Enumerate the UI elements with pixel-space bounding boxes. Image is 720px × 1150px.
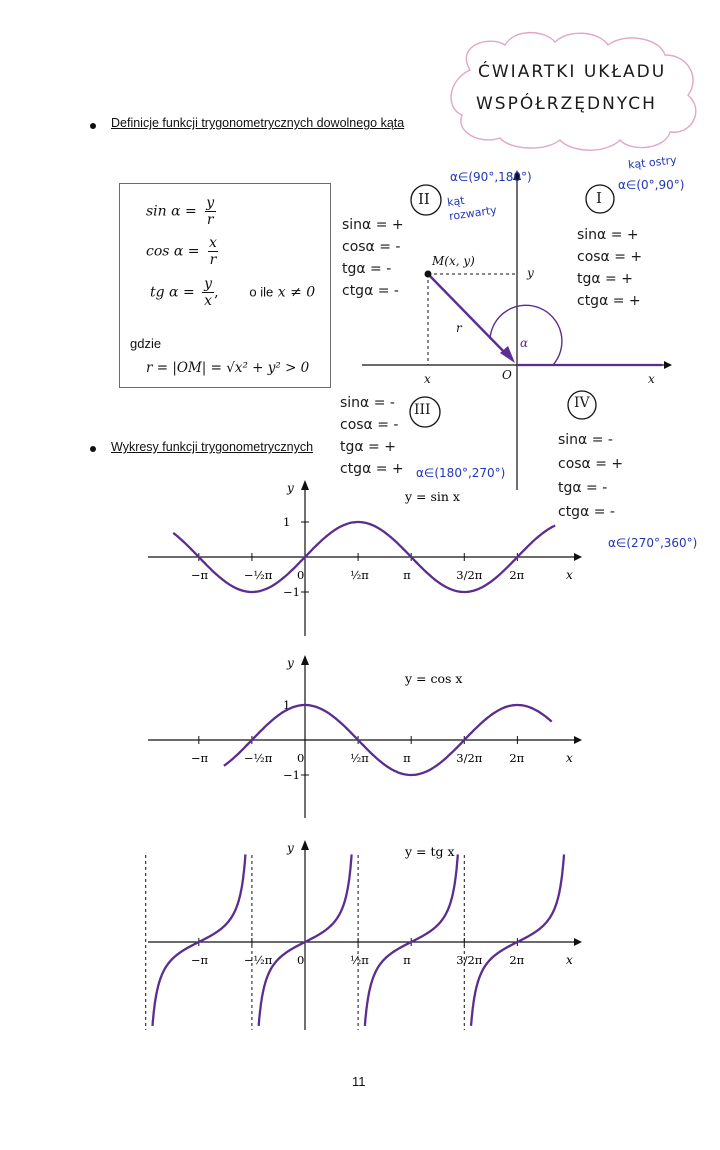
tan-x-tick-label: 3/2π bbox=[456, 953, 483, 967]
sin-x-tick-label: 3/2π bbox=[456, 568, 483, 582]
q4-sign-ctg: ctgα = - bbox=[558, 504, 615, 520]
sin-ylabel: y bbox=[287, 481, 294, 495]
quadrant-i-note-top: kąt ostry bbox=[627, 153, 678, 172]
diagram-x-projection-label: x bbox=[424, 372, 431, 386]
quadrant-iii-numeral: III bbox=[414, 402, 431, 418]
tg-condition-text: o ile bbox=[249, 284, 274, 300]
tg-condition-math: x ≠ 0 bbox=[277, 284, 316, 301]
sin-x-tick-label: −½π bbox=[243, 568, 273, 582]
sin-numerator: y bbox=[206, 195, 215, 211]
diagram-y-projection-label: y bbox=[527, 266, 534, 280]
tan-y-arrow bbox=[301, 840, 309, 850]
tan-x-tick-label: 0 bbox=[297, 953, 305, 967]
cos-numerator: x bbox=[209, 235, 217, 251]
tan-x-tick-label: −π bbox=[190, 953, 209, 967]
quadrant-iv-numeral: IV bbox=[574, 395, 590, 411]
q4-sign-cos: cosα = + bbox=[558, 456, 624, 472]
sin-y-tick-label: −1 bbox=[283, 585, 300, 599]
tan-x-tick-label: π bbox=[403, 953, 411, 967]
tan-x-tick-label: 2π bbox=[509, 953, 525, 967]
q4-sign-sin: sinα = - bbox=[558, 432, 613, 448]
sin-denominator: r bbox=[206, 212, 214, 228]
q3-sign-sin: sinα = - bbox=[340, 395, 395, 411]
section-definitions-heading: Definicje funkcji trygonometrycznych dowolnego kąta bbox=[111, 116, 405, 130]
q1-sign-sin: sinα = + bbox=[577, 227, 639, 243]
where-label: gdzie bbox=[130, 336, 162, 351]
sin-x-tick-label: −π bbox=[190, 568, 209, 582]
cloud-note-line2: WSPÓŁRZĘDNYCH bbox=[476, 94, 657, 114]
q3-sign-cos: cosα = - bbox=[340, 417, 399, 433]
cos-x-tick-label: ½π bbox=[350, 751, 369, 765]
diagram-origin-label: O bbox=[502, 368, 512, 382]
sin-y-tick-label: 1 bbox=[283, 515, 291, 529]
q2-sign-ctg: ctgα = - bbox=[342, 283, 399, 299]
tan-x-tick-label: −½π bbox=[243, 953, 273, 967]
sin-x-tick-label: 0 bbox=[297, 568, 305, 582]
quadrant-ii-numeral: II bbox=[418, 190, 430, 208]
q2-sign-cos: cosα = - bbox=[342, 239, 401, 255]
sin-title: y = sin x bbox=[405, 489, 460, 504]
page-number: 11 bbox=[352, 1074, 366, 1089]
q1-sign-ctg: ctgα = + bbox=[577, 293, 641, 309]
tan-xlabel: x bbox=[566, 953, 573, 967]
cos-denominator: r bbox=[209, 252, 217, 268]
quadrant-iii-range: α∈(180°,270°) bbox=[416, 466, 506, 480]
sin-x-tick-label: π bbox=[403, 568, 411, 582]
sin-xlabel: x bbox=[566, 568, 573, 582]
q3-sign-ctg: ctgα = + bbox=[340, 461, 404, 477]
tan-x-arrow bbox=[574, 938, 582, 946]
diagram-x-axis-label: x bbox=[648, 372, 655, 386]
quadrant-ii-range: α∈(90°,180°) bbox=[450, 170, 532, 184]
cos-lhs: cos α = bbox=[146, 243, 200, 260]
tan-ylabel: y bbox=[287, 841, 294, 855]
cos-x-tick-label: 3/2π bbox=[456, 751, 483, 765]
q2-sign-sin: sinα = + bbox=[342, 217, 404, 233]
diagram-point-label: M(x, y) bbox=[432, 254, 475, 268]
tg-lhs: tg α = bbox=[150, 284, 195, 301]
cos-title: y = cos x bbox=[405, 671, 463, 686]
cos-x-tick-label: π bbox=[403, 751, 411, 765]
q1-sign-cos: cosα = + bbox=[577, 249, 643, 265]
quadrant-iv-range: α∈(270°,360°) bbox=[608, 536, 698, 550]
q4-sign-tg: tgα = - bbox=[558, 480, 608, 496]
sin-x-tick-label: ½π bbox=[350, 568, 369, 582]
sin-x-tick-label: 2π bbox=[509, 568, 525, 582]
cos-x-tick-label: 2π bbox=[509, 751, 525, 765]
quadrant-ii-note: kąt rozwarty bbox=[446, 193, 498, 224]
cos-x-tick-label: −½π bbox=[243, 751, 273, 765]
cos-x-tick-label: 0 bbox=[297, 751, 305, 765]
tg-numerator: y bbox=[204, 276, 213, 292]
cos-xlabel: x bbox=[566, 751, 573, 765]
tg-comma: , bbox=[214, 284, 219, 301]
cloud-note-line1: ĆWIARTKI UKŁADU bbox=[478, 62, 667, 82]
section-graphs-heading: Wykresy funkcji trygonometrycznych bbox=[111, 440, 314, 454]
cos-x-tick-label: −π bbox=[190, 751, 209, 765]
diagram-r-label: r bbox=[456, 321, 462, 335]
tg-denominator: x bbox=[204, 293, 213, 309]
sin-lhs: sin α = bbox=[146, 203, 197, 220]
r-definition: r = |OM| = √x² + y² > 0 bbox=[146, 360, 310, 376]
quadrant-i-numeral: I bbox=[596, 189, 602, 207]
diagram-alpha-label: α bbox=[520, 336, 529, 350]
cos-y-tick-label: −1 bbox=[283, 768, 300, 782]
quadrant-i-range: α∈(0°,90°) bbox=[618, 178, 685, 192]
q1-sign-tg: tgα = + bbox=[577, 271, 633, 287]
cos-y-tick-label: 1 bbox=[283, 698, 291, 712]
tan-x-tick-label: ½π bbox=[350, 953, 369, 967]
cos-ylabel: y bbox=[287, 656, 294, 670]
q2-sign-tg: tgα = - bbox=[342, 261, 392, 277]
q3-sign-tg: tgα = + bbox=[340, 439, 396, 455]
tan-title: y = tg x bbox=[405, 844, 455, 859]
